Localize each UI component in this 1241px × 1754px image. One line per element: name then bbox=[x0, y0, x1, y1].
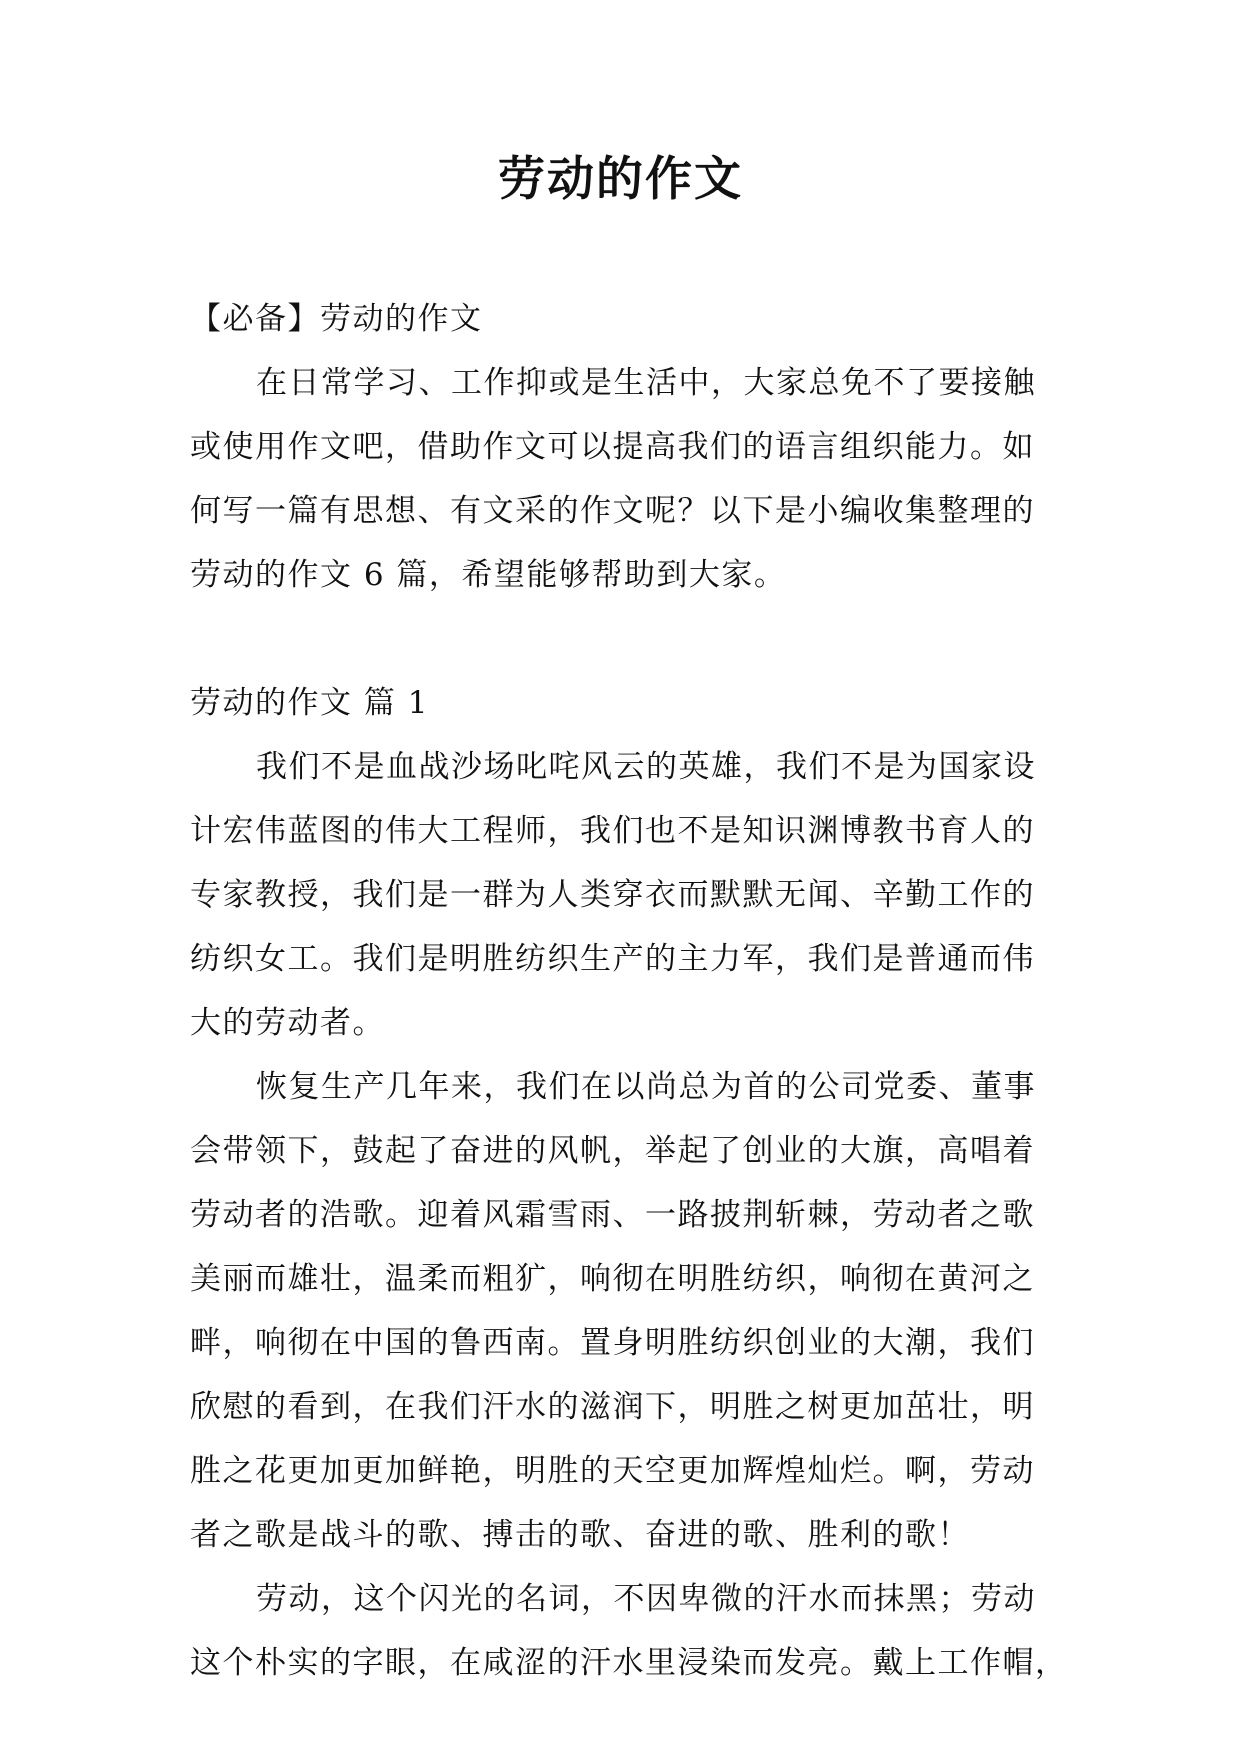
paragraph-line: 专家教授，我们是一群为人类穿衣而默默无闻、辛勤工作的 bbox=[190, 877, 1035, 913]
section-heading: 劳动的作文 篇 1 bbox=[190, 685, 429, 721]
paragraph-line: 大的劳动者。 bbox=[190, 1005, 385, 1041]
paragraph-line: 我们不是血战沙场叱咤风云的英雄，我们不是为国家设 bbox=[256, 749, 1036, 785]
paragraph-line: 劳动的作文 6 篇，希望能够帮助到大家。 bbox=[190, 557, 787, 593]
section-paragraph-1 bbox=[190, 735, 1050, 1055]
paragraph-line: 胜之花更加更加鲜艳，明胜的天空更加辉煌灿烂。啊，劳动 bbox=[190, 1453, 1035, 1489]
section-spacer bbox=[190, 607, 1050, 671]
paragraph-line: 在日常学习、工作抑或是生活中，大家总免不了要接触 bbox=[256, 365, 1036, 401]
paragraph-line: 这个朴实的字眼，在咸涩的汗水里浸染而发亮。戴上工作帽， bbox=[190, 1645, 1068, 1681]
section-paragraph-2 bbox=[190, 1055, 1050, 1567]
paragraph-line: 者之歌是战斗的歌、搏击的歌、奋进的歌、胜利的歌！ bbox=[190, 1517, 970, 1553]
paragraph-line: 计宏伟蓝图的伟大工程师，我们也不是知识渊博教书育人的 bbox=[190, 813, 1035, 849]
intro-paragraph bbox=[190, 351, 1050, 607]
paragraph-line: 何写一篇有思想、有文采的作文呢？以下是小编收集整理的 bbox=[190, 493, 1035, 529]
paragraph-line: 劳动，这个闪光的名词，不因卑微的汗水而抹黑；劳动 bbox=[256, 1581, 1036, 1617]
paragraph-line: 纺织女工。我们是明胜纺织生产的主力军，我们是普通而伟 bbox=[190, 941, 1035, 977]
paragraph-line: 畔，响彻在中国的鲁西南。置身明胜纺织创业的大潮，我们 bbox=[190, 1325, 1035, 1361]
section-paragraph-3 bbox=[190, 1567, 1068, 1695]
document-body bbox=[190, 287, 1068, 1695]
paragraph-line: 欣慰的看到，在我们汗水的滋润下，明胜之树更加茁壮，明 bbox=[190, 1389, 1035, 1425]
paragraph-line: 恢复生产几年来，我们在以尚总为首的公司党委、董事 bbox=[256, 1069, 1036, 1105]
intro-heading: 【必备】劳动的作文 bbox=[190, 301, 483, 337]
paragraph-line: 劳动者的浩歌。迎着风霜雪雨、一路披荆斩棘，劳动者之歌 bbox=[190, 1197, 1035, 1233]
paragraph-line: 美丽而雄壮，温柔而粗犷，响彻在明胜纺织，响彻在黄河之 bbox=[190, 1261, 1035, 1297]
document-title: 劳动的作文 bbox=[498, 152, 743, 207]
paragraph-line: 会带领下，鼓起了奋进的风帆，举起了创业的大旗，高唱着 bbox=[190, 1133, 1035, 1169]
paragraph-line: 或使用作文吧，借助作文可以提高我们的语言组织能力。如 bbox=[190, 429, 1035, 465]
